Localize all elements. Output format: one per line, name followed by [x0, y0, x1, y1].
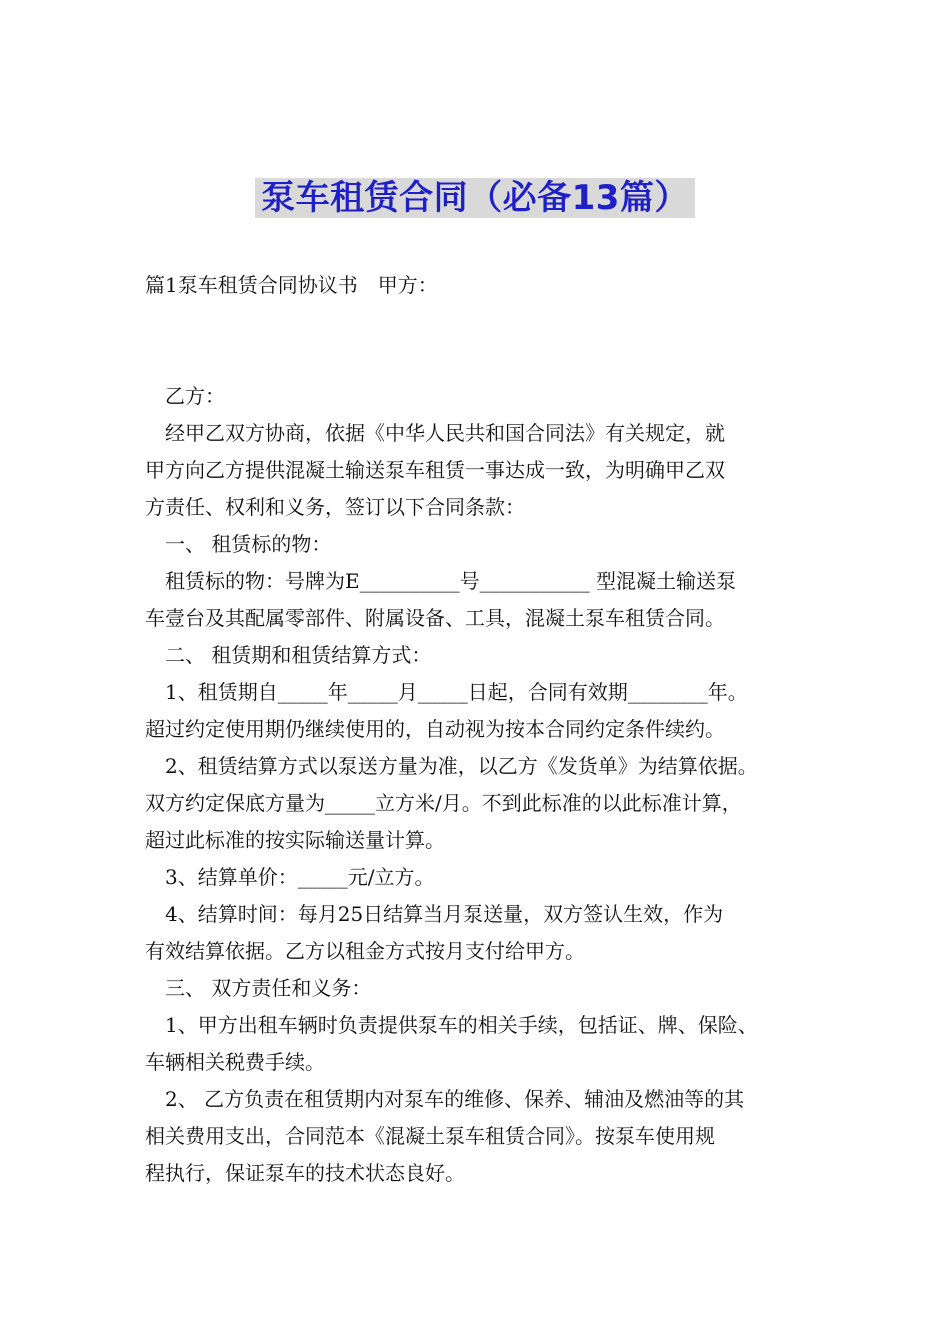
document-title: 泵车租赁合同（必备13篇）	[255, 178, 695, 218]
text-line: 超过此标准的按实际输送量计算。	[145, 828, 445, 852]
text-line: 二、 租赁期和租赁结算方式：	[145, 643, 432, 667]
text-line: 三、 双方责任和义务：	[145, 976, 372, 1000]
text-line: 乙方：	[145, 384, 225, 408]
text-line: 双方约定保底方量为_____立方米/月。不到此标准的以此标准计算，	[145, 791, 742, 815]
text-line: 程执行，保证泵车的技术状态良好。	[145, 1161, 465, 1185]
title-container	[0, 178, 950, 218]
text-line: 1、甲方出租车辆时负责提供泵车的相关手续，包括证、牌、保险、	[145, 1013, 758, 1037]
text-line: 经甲乙双方协商，依据《中华人民共和国合同法》有关规定，就	[145, 421, 725, 445]
text-line: 4、结算时间：每月25日结算当月泵送量，双方签认生效，作为	[145, 902, 724, 926]
text-line: 相关费用支出，合同范本《混凝土泵车租赁合同》。按泵车使用规	[145, 1124, 715, 1148]
text-line: 2、 乙方负责在租赁期内对泵车的维修、保养、辅油及燃油等的其	[145, 1087, 745, 1111]
text-line: 甲方向乙方提供混凝土输送泵车租赁一事达成一致，为明确甲乙双	[145, 458, 725, 482]
text-line: 租赁标的物：号牌为E__________号___________ 型混凝土输送泵	[145, 569, 736, 593]
text-line: 有效结算依据。乙方以租金方式按月支付给甲方。	[145, 939, 585, 963]
text-line: 2、租赁结算方式以泵送方量为准，以乙方《发货单》为结算依据。	[145, 754, 758, 778]
text-line: 车壹台及其配属零部件、附属设备、工具，混凝土泵车租赁合同。	[145, 606, 725, 630]
text-line: 超过约定使用期仍继续使用的，自动视为按本合同约定条件续约。	[145, 717, 725, 741]
text-line: 1、租赁期自_____年_____月_____日起，合同有效期________年。	[145, 680, 748, 704]
contract-body	[145, 378, 825, 1192]
text-line: 车辆相关税费手续。	[145, 1050, 325, 1074]
section-heading: 篇1泵车租赁合同协议书 甲方：	[145, 273, 438, 297]
text-line: 一、 租赁标的物：	[145, 532, 332, 556]
text-line: 3、结算单价：_____元/立方。	[145, 865, 435, 889]
text-line: 方责任、权利和义务，签订以下合同条款：	[145, 495, 525, 519]
